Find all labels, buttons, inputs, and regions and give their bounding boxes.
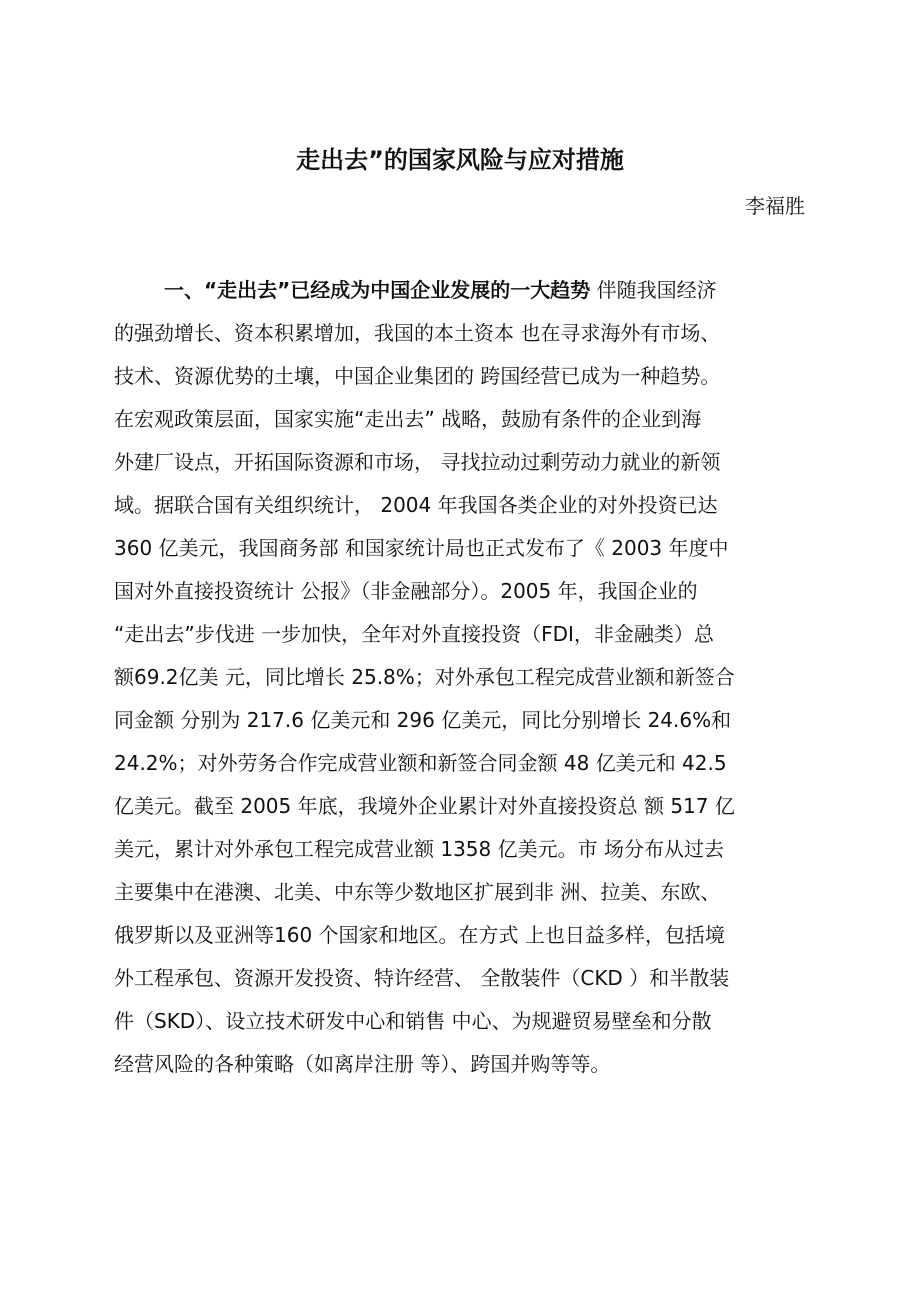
paragraph-line: 件（SKD）、设立技术研发中心和销售 中心、为规避贸易壁垒和分散 <box>114 1009 712 1033</box>
paragraph-line: 24.2%；对外劳务合作完成营业额和新签合同金额 48 亿美元和 42.5 <box>114 751 727 775</box>
paragraph-line <box>114 274 814 317</box>
paragraph-line: 亿美元。截至 2005 年底，我境外企业累计对外直接投资总 额 517 亿 <box>114 794 735 818</box>
paragraph-line: 俄罗斯以及亚洲等160 个国家和地区。在方式 上也日益多样，包括境 <box>114 923 725 947</box>
paragraph-line: 外建厂设点，开拓国际资源和市场， 寻找拉动过剩劳动力就业的新领 <box>114 450 721 474</box>
paragraph-line: 域。据联合国有关组织统计， 2004 年我国各类企业的对外投资已达 <box>114 493 718 517</box>
paragraph-line: 的强劲增长、资本积累增加，我国的本土资本 也在寻求海外有市场、 <box>114 321 721 345</box>
paragraph-line: 360 亿美元，我国商务部 和国家统计局也正式发布了《 2003 年度中 <box>114 536 729 560</box>
paragraph-line: 美元，累计对外承包工程完成营业额 1358 亿美元。市 场分布从过去 <box>114 837 724 861</box>
paragraph-line: 在宏观政策层面，国家实施“走出去” 战略，鼓励有条件的企业到海 <box>114 407 702 431</box>
document-title: 走出去”的国家风险与应对措施 <box>296 146 624 174</box>
paragraph-line: 外工程承包、资源开发投资、特许经营、 全散装件（CKD ）和半散装 <box>114 966 730 990</box>
paragraph-line-text: 伴随我国经济 <box>596 278 717 302</box>
paragraph-line: 技术、资源优势的土壤，中国企业集团的 跨国经营已成为一种趋势。 <box>114 364 721 388</box>
paragraph-line: 主要集中在港澳、北美、中东等少数地区扩展到非 洲、拉美、东欧、 <box>114 880 721 904</box>
paragraph-line: 国对外直接投资统计 公报》（非金融部分）。2005 年，我国企业的 <box>114 579 698 603</box>
body-paragraph <box>114 274 814 1091</box>
author-name: 李福胜 <box>745 194 805 218</box>
paragraph-line: 额69.2亿美 元，同比增长 25.8%；对外承包工程完成营业额和新签合 <box>114 665 735 689</box>
paragraph-line: 经营风险的各种策略（如离岸注册 等）、跨国并购等等。 <box>114 1052 611 1076</box>
section-heading: 一、“走出去”已经成为中国企业发展的一大趋势 <box>164 278 591 302</box>
paragraph-line: “走出去”步伐进 一步加快，全年对外直接投资（FDI，非金融类）总 <box>114 622 714 646</box>
paragraph-line: 同金额 分别为 217.6 亿美元和 296 亿美元，同比分别增长 24.6%和 <box>114 708 732 732</box>
